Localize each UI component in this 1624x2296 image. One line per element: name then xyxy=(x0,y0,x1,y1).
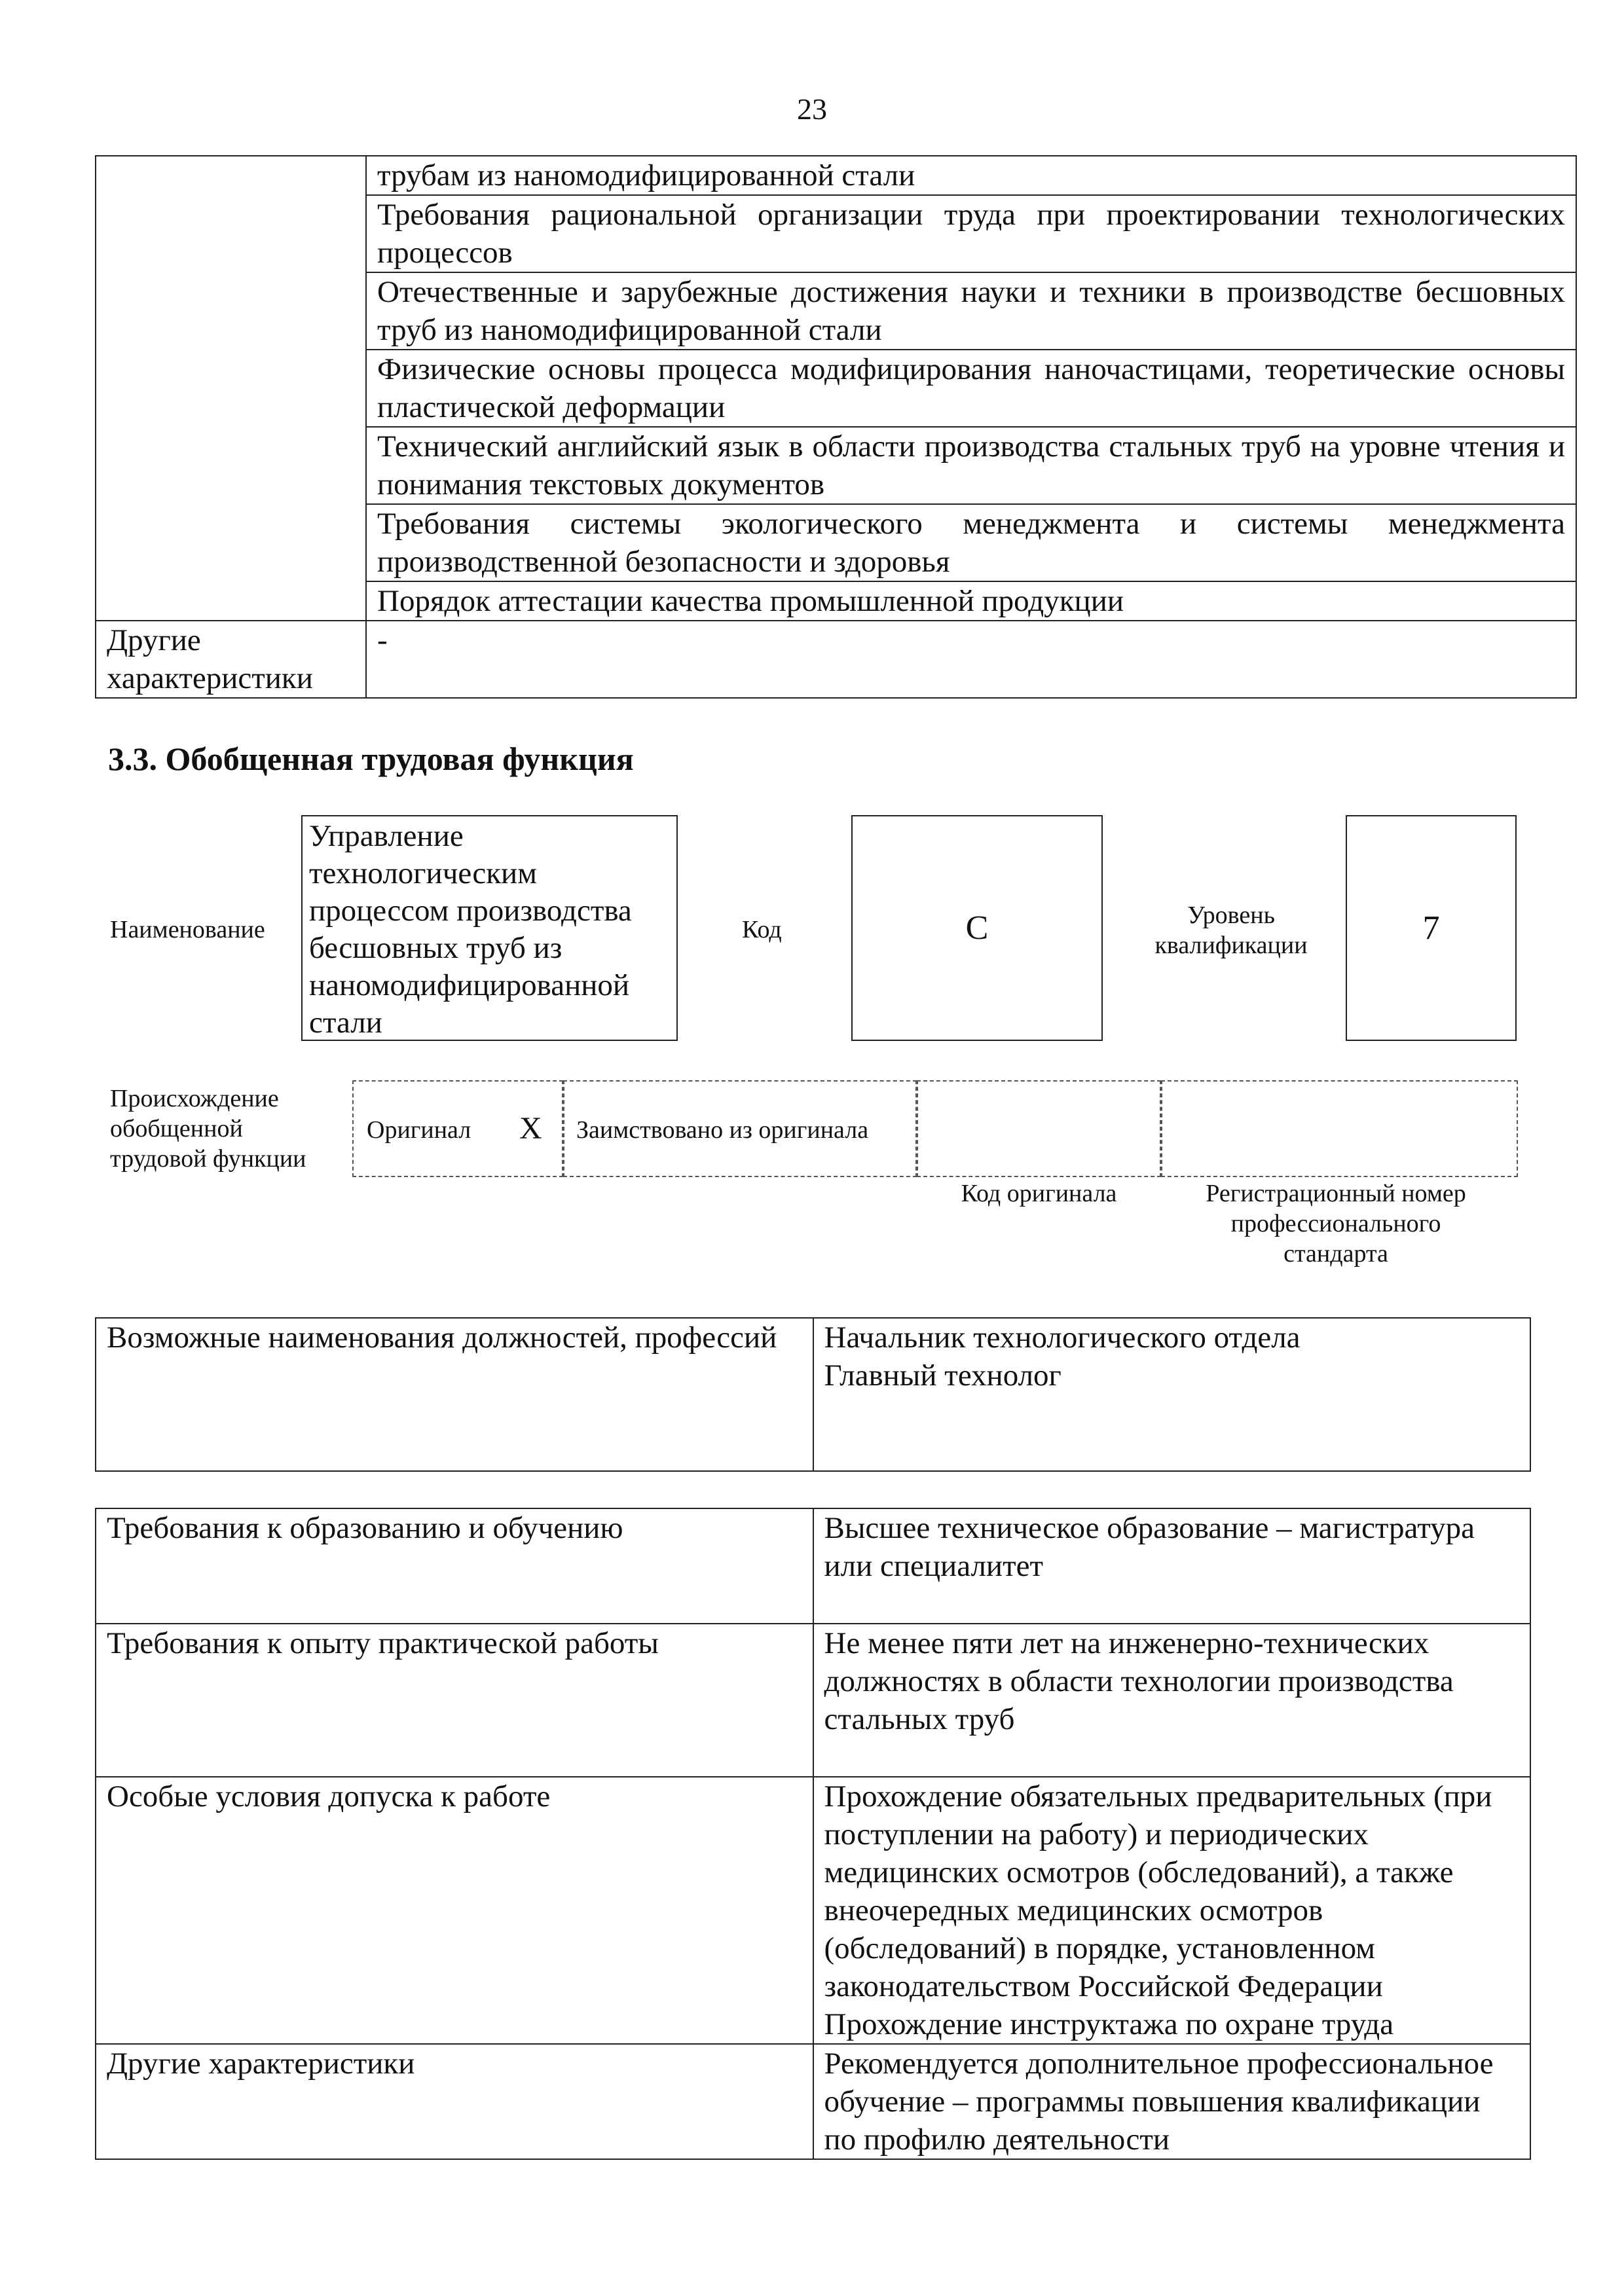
req-label-admission: Особые условия допуска к работе xyxy=(96,1777,813,2044)
req-label-education: Требования к образованию и обучению xyxy=(96,1508,813,1624)
position-item: Начальник технологического отдела xyxy=(824,1321,1301,1355)
reg-number-caption: Регистрационный номер профессионального стандарта xyxy=(1206,1180,1466,1267)
other-characteristics-label: Другие характеристики xyxy=(96,621,366,698)
knowledge-row: Технический английский язык в области производства стальных труб на уровне чтения и понимания текстовых документов xyxy=(366,427,1576,504)
name-label: Наименование xyxy=(110,916,265,943)
other-characteristics-value: - xyxy=(366,621,1576,698)
reg-number-box xyxy=(1161,1080,1518,1177)
code-label: Код xyxy=(742,916,782,943)
req-value-admission xyxy=(813,1777,1531,2044)
name-value-box xyxy=(301,815,678,1041)
code-original-box xyxy=(917,1080,1161,1177)
req-value-other: Рекомендуется дополнительное профессиональное обучение – программы повышения квалификации по профилю деятельности xyxy=(813,2044,1531,2159)
knowledge-row: Требования системы экологического менеджмента и системы менеджмента производственной безопасности и здоровья xyxy=(366,504,1576,581)
page-number: 23 xyxy=(797,92,827,126)
positions-table xyxy=(95,1317,1531,1472)
level-value: 7 xyxy=(1422,909,1440,947)
knowledge-label-cell xyxy=(96,156,366,621)
positions-label: Возможные наименования должностей, профессий xyxy=(96,1318,813,1471)
level-label: Уровень квалификации xyxy=(1154,902,1308,959)
origin-label: Происхождение обобщенной трудовой функции xyxy=(110,1085,306,1173)
knowledge-row: Порядок аттестации качества промышленной продукции xyxy=(366,581,1576,621)
admission-line: Прохождение инструктажа по охране труда xyxy=(824,2007,1394,2041)
level-value-box xyxy=(1346,815,1517,1041)
knowledge-row: Отечественные и зарубежные достижения науки и техники в производстве бесшовных труб из наномодифицированной стали xyxy=(366,272,1576,350)
req-value-experience: Не менее пяти лет на инженерно-технических должностях в области технологии производства стальных труб xyxy=(813,1624,1531,1777)
admission-line: Прохождение обязательных предварительных (при поступлении на работу) и периодических медицинских осмотров (обследований), а также внеочередных медицинских осмотров (обследований) в порядке, установленном законодательством Российской Федерации xyxy=(824,1779,1492,2003)
req-value-education: Высшее техническое образование – магистратура или специалитет xyxy=(813,1508,1531,1624)
code-value: C xyxy=(965,909,989,947)
code-original-caption: Код оригинала xyxy=(961,1180,1117,1207)
name-value: Управление технологическим процессом производства бесшовных труб из наномодифицированной стали xyxy=(309,819,632,1040)
original-label: Оригинал xyxy=(367,1116,471,1144)
positions-values xyxy=(813,1318,1531,1471)
code-value-box xyxy=(851,815,1103,1041)
knowledge-row: Требования рациональной организации труда при проектировании технологических процессов xyxy=(366,195,1576,272)
borrowed-label: Заимствовано из оригинала xyxy=(576,1116,869,1144)
original-mark: X xyxy=(519,1111,542,1146)
knowledge-table xyxy=(95,155,1577,699)
requirements-table xyxy=(95,1508,1531,2160)
knowledge-row: трубам из наномодифицированной стали xyxy=(366,156,1576,195)
knowledge-row: Физические основы процесса модифицирования наночастицами, теоретические основы пластической деформации xyxy=(366,350,1576,427)
req-label-experience: Требования к опыту практической работы xyxy=(96,1624,813,1777)
position-item: Главный технолог xyxy=(824,1358,1061,1393)
req-label-other: Другие характеристики xyxy=(96,2044,813,2159)
section-heading: 3.3. Обобщенная трудовая функция xyxy=(108,740,634,777)
